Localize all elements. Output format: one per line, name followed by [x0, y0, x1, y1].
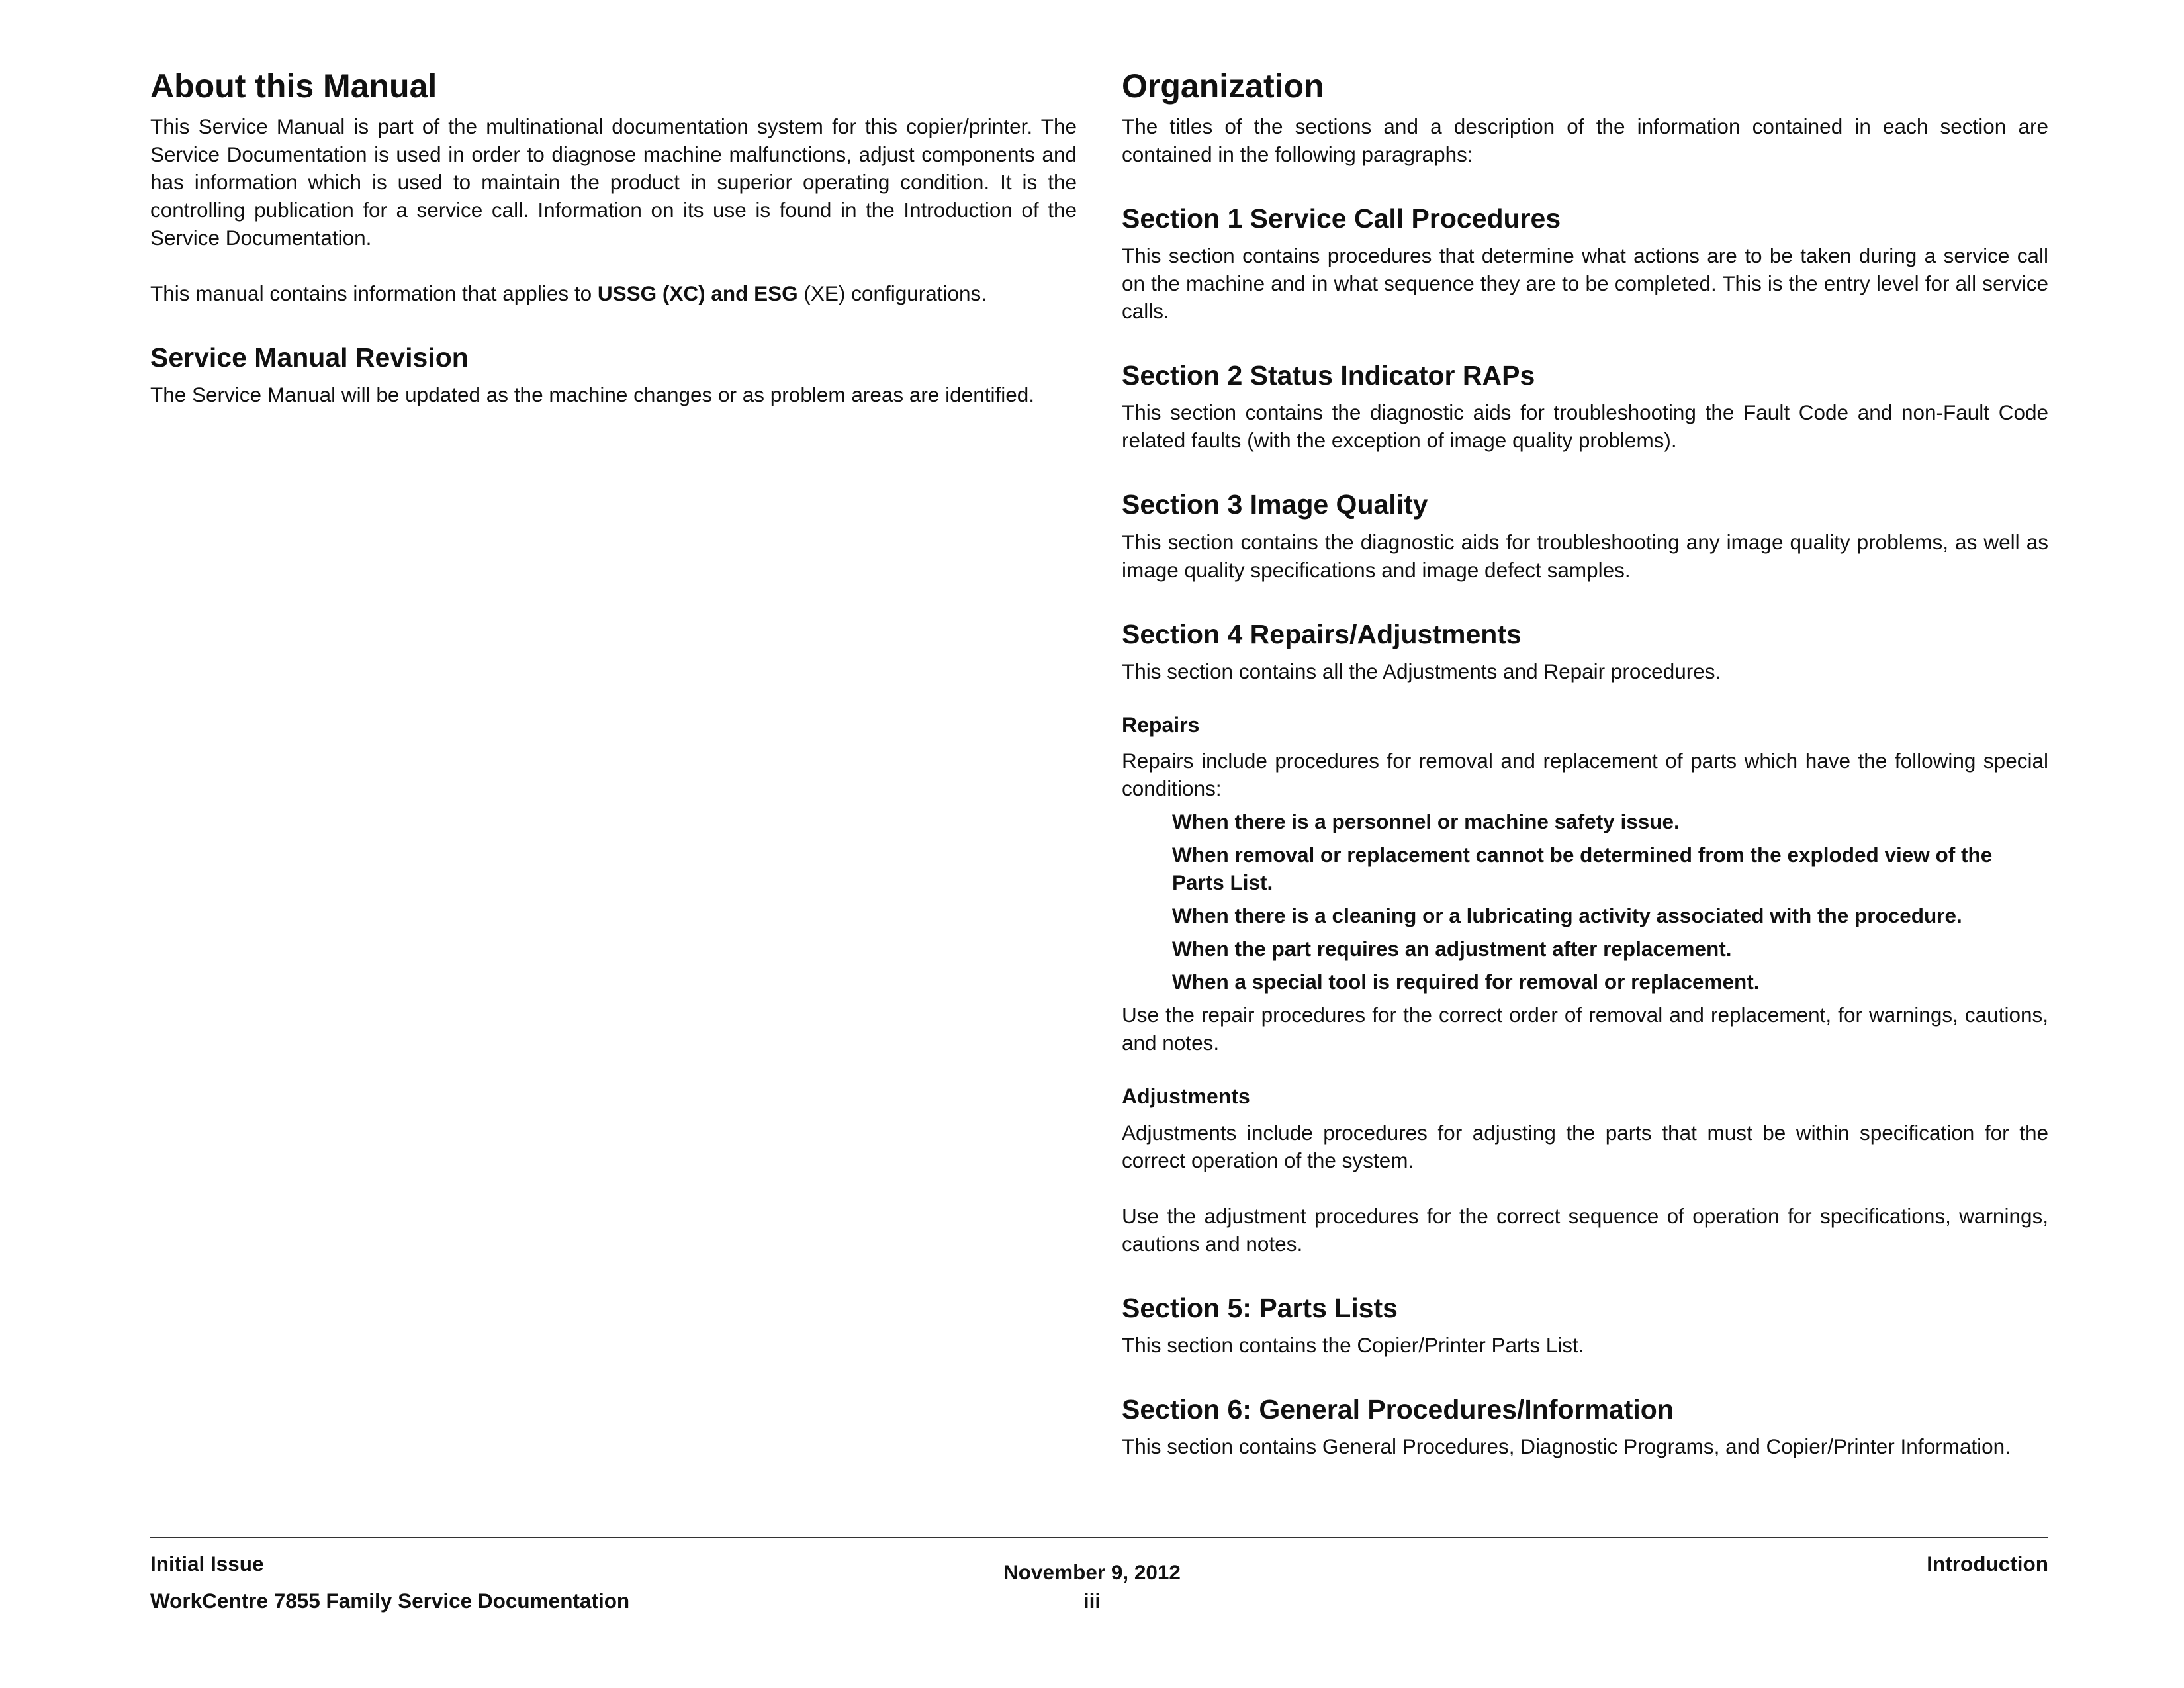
footer-chapter: Introduction	[1927, 1552, 2048, 1575]
section-5-text: This section contains the Copier/Printer Parts List.	[1122, 1333, 1584, 1358]
repairs-heading: Repairs	[1122, 712, 1200, 737]
section-1-heading: Section 1 Service Call Procedures	[1122, 203, 1561, 234]
list-item: When removal or replacement cannot be determined from the exploded view of the Parts List.	[1172, 843, 1993, 895]
section-4-text: This section contains all the Adjustments and Repair procedures.	[1122, 659, 1721, 683]
list-item: When there is a personnel or machine safety issue.	[1172, 810, 1680, 834]
adjustments-text-1: Adjustments include procedures for adjusting the parts that must be within specification for the correct operation of the system.	[1122, 1120, 2048, 1172]
section-5-heading: Section 5: Parts Lists	[1122, 1292, 1398, 1323]
section-4-heading: Section 4 Repairs/Adjustments	[1122, 618, 1522, 649]
section-2-text: This section contains the diagnostic aids for troubleshooting the Fault Code and non-Fault Code related faults (with the exception of image quality problems).	[1122, 400, 2048, 453]
footer-page-number: iii	[1083, 1589, 1101, 1613]
section-1-text: This section contains procedures that determine what actions are to be taken during a service call on the machine and in what sequence they are to be completed. This is the entry level for all service calls.	[1122, 244, 2048, 324]
section-3-heading: Section 3 Image Quality	[1122, 489, 1428, 520]
left-column	[150, 66, 1077, 408]
adjustments-text-2: Use the adjustment procedures for the correct sequence of operation for specifications, warnings, cautions and notes.	[1122, 1203, 2048, 1256]
about-manual-title: About this Manual	[150, 68, 437, 105]
section-2-heading: Section 2 Status Indicator RAPs	[1122, 360, 1535, 391]
section-3-text: This section contains the diagnostic aids for troubleshooting any image quality problems, as well as image quality specifications and image defect samples.	[1122, 530, 2048, 582]
list-item: When a special tool is required for removal or replacement.	[1172, 970, 1760, 994]
configuration-suffix: (XE) configurations.	[797, 281, 987, 305]
about-manual-intro: This Service Manual is part of the multinational documentation system for this copier/printer. The Service Documentation is used in order to diagnose machine malfunctions, adjust components and has information which is used to maintain the product in superior operating condition. It is the controlling publication for a service call. Information on its use is found in the Introduction of the Service Documentation.	[150, 115, 1077, 250]
footer-divider	[150, 1537, 2048, 1538]
repairs-conditions-list	[1172, 808, 2048, 996]
configuration-note	[150, 279, 1077, 307]
repairs-outro: Use the repair procedures for the correct order of removal and replacement, for warnings, cautions, and notes.	[1122, 1003, 2048, 1055]
adjustments-heading: Adjustments	[1122, 1084, 1250, 1109]
footer-issue: Initial Issue	[150, 1552, 264, 1575]
list-item: When there is a cleaning or a lubricating activity associated with the procedure.	[1172, 904, 1962, 928]
section-6-heading: Section 6: General Procedures/Information	[1122, 1394, 1674, 1425]
right-column	[1122, 66, 2048, 1460]
configuration-prefix: This manual contains information that applies to	[150, 281, 598, 305]
organization-intro: The titles of the sections and a description of the information contained in each section are contained in the following paragraphs:	[1122, 115, 2048, 166]
revision-heading: Service Manual Revision	[150, 342, 469, 373]
repairs-intro: Repairs include procedures for removal and replacement of parts which have the following special conditions:	[1122, 749, 2048, 801]
footer-document-title: WorkCentre 7855 Family Service Documentation	[150, 1589, 630, 1613]
section-6-text: This section contains General Procedures, Diagnostic Programs, and Copier/Printer Information.	[1122, 1434, 2011, 1459]
revision-text: The Service Manual will be updated as the machine changes or as problem areas are identified.	[150, 383, 1035, 407]
list-item: When the part requires an adjustment after replacement.	[1172, 937, 1732, 961]
footer-date: November 9, 2012	[1003, 1560, 1181, 1584]
organization-title: Organization	[1122, 68, 1324, 105]
configuration-bold: USSG (XC) and ESG	[597, 281, 798, 305]
